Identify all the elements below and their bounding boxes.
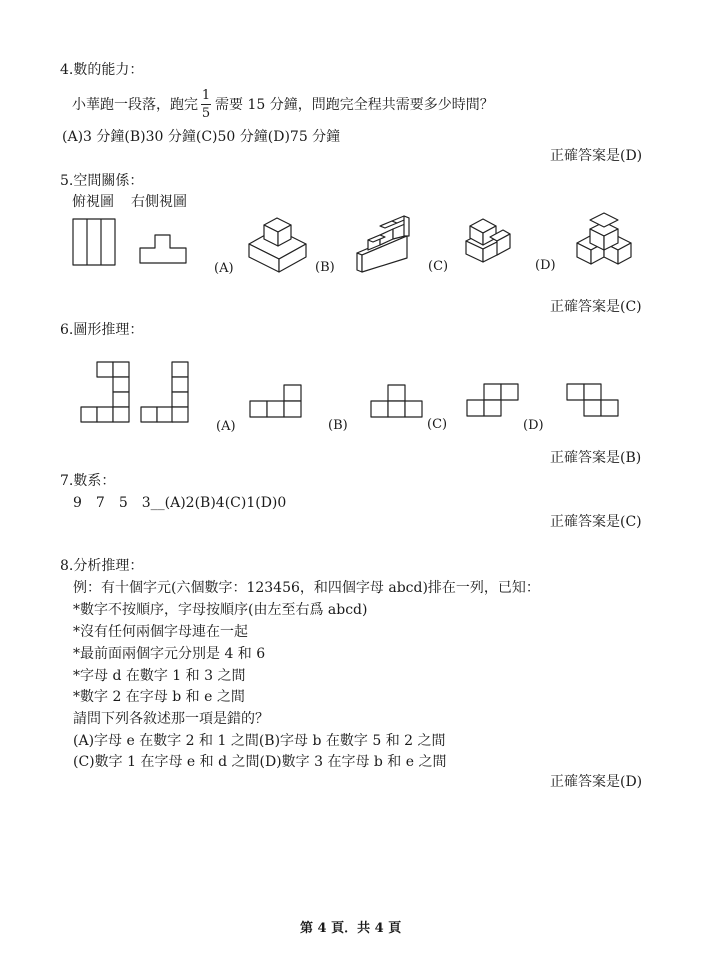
- q8-answer: 正確答案是(D): [550, 774, 643, 790]
- fraction-numerator: 1: [201, 88, 211, 103]
- q4-options: (A)3 分鐘(B)30 分鐘(C)50 分鐘(D)75 分鐘: [62, 129, 341, 145]
- right-view-label: 右側視圖: [131, 194, 187, 210]
- q8-line: *沒有任何兩個字母連在一起: [73, 624, 248, 640]
- q8-line: *數字不按順序，字母按順序(由左至右爲 abcd): [73, 602, 368, 618]
- q4-stem-start: 小華跑一段落，跑完: [72, 97, 198, 113]
- fraction-denominator: 5: [201, 106, 211, 121]
- sequence-shape-2: [141, 362, 188, 422]
- option-c-shape: [467, 384, 518, 416]
- q6-option-b: (B): [328, 418, 348, 433]
- q6-answer: 正確答案是(B): [550, 450, 642, 466]
- top-view-label: 俯視圖: [72, 194, 114, 210]
- q6-option-d: (D): [523, 418, 544, 433]
- q4-title: 4.數的能力：: [60, 62, 144, 78]
- q8-line: *最前面兩個字元分別是 4 和 6: [73, 646, 266, 662]
- q5-option-c: (C): [428, 259, 449, 274]
- page-footer: 第 4 頁．共 4 頁: [300, 921, 402, 936]
- q7-answer: 正確答案是(C): [550, 514, 642, 530]
- q8-line: 請問下列各敘述那一項是錯的？: [73, 711, 269, 727]
- q6-option-a: (A): [216, 419, 236, 434]
- q8-title: 8.分析推理：: [60, 558, 144, 574]
- q5-option-d: (D): [535, 258, 556, 273]
- q8-line: (A)字母 e 在數字 2 和 1 之間(B)字母 b 在數字 5 和 2 之間: [73, 733, 446, 749]
- q5-option-a: (A): [214, 261, 234, 276]
- q5-answer: 正確答案是(C): [550, 299, 642, 315]
- option-d-shape: [567, 384, 618, 416]
- q5-title: 5.空間關係：: [60, 173, 144, 189]
- option-b-shape: [371, 385, 422, 417]
- q8-line: 例：有十個字元(六個數字：123456，和四個字母 abcd)排在一列，已知：: [73, 580, 540, 596]
- q5-option-b: (B): [315, 260, 335, 275]
- sequence-shape-1: [81, 362, 129, 422]
- option-a-shape: [250, 385, 301, 417]
- q7-title: 7.數系：: [60, 473, 116, 489]
- q6-title: 6.圖形推理：: [60, 322, 144, 338]
- q8-line: *數字 2 在字母 b 和 e 之間: [73, 689, 245, 705]
- q8-line: *字母 d 在數字 1 和 3 之間: [73, 668, 246, 684]
- q4-stem-end: 需要 15 分鐘，問跑完全程共需要多少時間？: [215, 97, 494, 113]
- q4-answer: 正確答案是(D): [550, 148, 643, 164]
- q6-option-c: (C): [427, 417, 448, 432]
- q7-sequence: 9 7 5 3__(A)2(B)4(C)1(D)0: [73, 495, 287, 511]
- q8-line: (C)數字 1 在字母 e 和 d 之間(D)數字 3 在字母 b 和 e 之間: [73, 754, 447, 770]
